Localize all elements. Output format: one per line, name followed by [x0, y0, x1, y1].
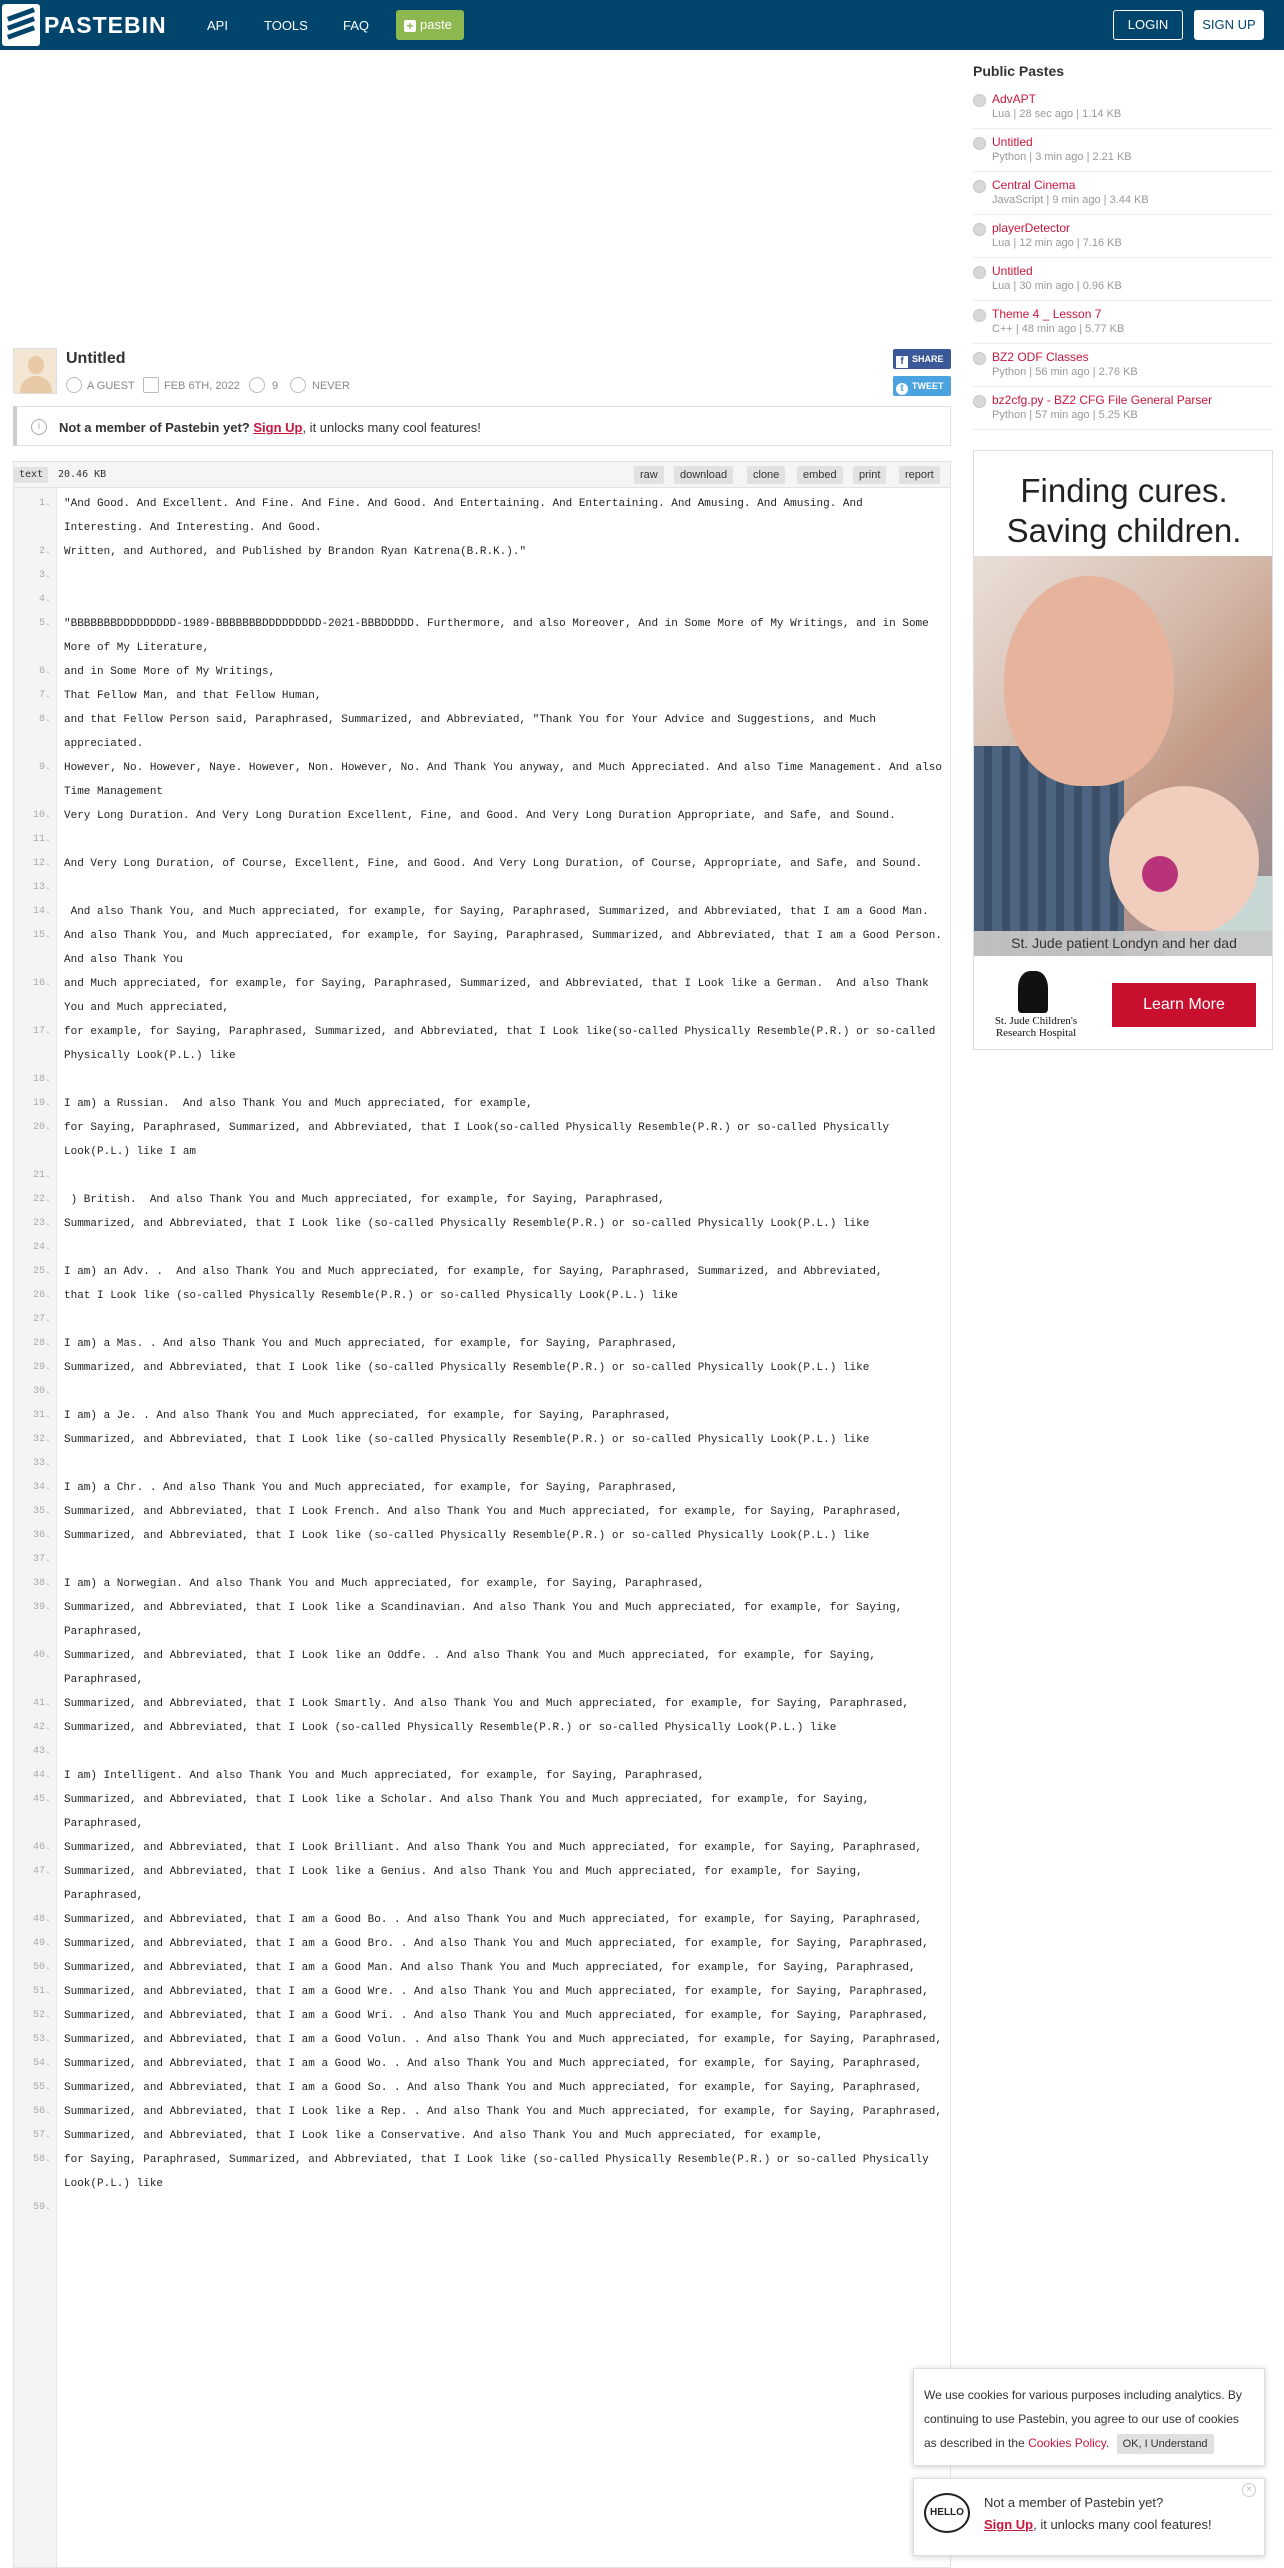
line-number: 35. [32, 1506, 51, 1517]
line-number: 18. [32, 1074, 51, 1085]
line-number: 1. [38, 498, 51, 509]
line-text: "BBBBBBBDDDDDDDDD-1989-BBBBBBBDDDDDDDDD-2021-BBBDDDDD. Furthermore, and also Moreover, And in Some More of My Writings, and in Some More of My Literature, [64, 618, 936, 654]
line-text: and in Some More of My Writings, [64, 666, 276, 678]
code-line [14, 852, 950, 876]
code-line [14, 1212, 950, 1236]
notice-bold: Not a member of Pastebin yet? [59, 420, 250, 435]
line-number: 43. [32, 1746, 51, 1757]
line-text: Summarized, and Abbreviated, that I am a Good Man. And also Thank You and Much appreciated, for example, for Saying, Paraphrased, [64, 1962, 916, 1974]
line-number: 7. [38, 690, 51, 701]
st-jude-logo [986, 971, 1086, 1041]
tweet-label: TWEET [912, 381, 944, 391]
code-line [14, 1380, 950, 1404]
syntax-tag[interactable]: text [14, 467, 48, 483]
code-line [14, 1596, 950, 1644]
line-text: Summarized, and Abbreviated, that I Look like (so-called Physically Resemble(P.R.) or so-called Physically Look(P.L.) like [64, 1362, 870, 1374]
user-icon [66, 377, 82, 393]
code-line [14, 1020, 950, 1068]
code-line [14, 660, 950, 684]
public-paste-link[interactable]: Untitled [992, 135, 1033, 149]
line-text: Summarized, and Abbreviated, that I am a Good Wre. . And also Thank You and Much appreciated, for example, for Saying, Paraphrased, [64, 1986, 929, 1998]
nav-faq[interactable]: FAQ [343, 18, 370, 33]
public-paste-meta: Lua | 28 sec ago | 1.14 KB [992, 108, 1122, 120]
signup-popup [913, 2478, 1265, 2556]
line-number: 56. [32, 2106, 51, 2117]
line-text [57, 1068, 950, 1092]
line-number: 29. [32, 1362, 51, 1373]
learn-more-button[interactable]: Learn More [1112, 983, 1256, 1027]
line-text: Summarized, and Abbreviated, that I Look French. And also Thank You and Much appreciated, for example, for Saying, Paraphrased, [64, 1506, 903, 1518]
line-number: 51. [32, 1986, 51, 1997]
line-text [57, 1548, 950, 1572]
new-paste-label: paste [420, 17, 452, 32]
public-paste-link[interactable]: Theme 4 _ Lesson 7 [992, 307, 1102, 321]
guest-avatar [13, 348, 57, 394]
line-text: Summarized, and Abbreviated, that I am a Good Wri. . And also Thank You and Much appreciated, for example, for Saying, Paraphrased, [64, 2010, 929, 2022]
line-number: 19. [32, 1098, 51, 1109]
notice-signup-link[interactable]: Sign Up [253, 420, 303, 435]
public-paste-meta: JavaScript | 9 min ago | 3.44 KB [992, 194, 1149, 206]
popup-signup-link[interactable]: Sign Up [984, 2517, 1034, 2532]
public-paste-link[interactable]: Untitled [992, 264, 1033, 278]
code-line [14, 564, 950, 588]
line-text: I am) a Chr. . And also Thank You and Much appreciated, for example, for Saying, Paraphrased, [64, 1482, 678, 1494]
line-number: 22. [32, 1194, 51, 1205]
code-line [14, 1308, 950, 1332]
paste-date: FEB 6TH, 2022 [164, 380, 240, 392]
line-text: Summarized, and Abbreviated, that I am a Good Bo. . And also Thank You and Much appreciated, for example, for Saying, Paraphrased, [64, 1914, 923, 1926]
public-paste-link[interactable]: playerDetector [992, 221, 1071, 235]
line-text: Summarized, and Abbreviated, that I Look like (so-called Physically Resemble(P.R.) or so-called Physically Look(P.L.) like [64, 1530, 870, 1542]
line-number: 17. [32, 1026, 51, 1037]
line-number: 57. [32, 2130, 51, 2141]
line-number: 8. [38, 714, 51, 725]
code-line [14, 1188, 950, 1212]
public-pastes-title: Public Pastes [973, 63, 1065, 79]
code-line [14, 2004, 950, 2028]
line-number: 42. [32, 1722, 51, 1733]
line-number: 13. [32, 882, 51, 893]
line-text: for Saying, Paraphrased, Summarized, and Abbreviated, that I Look like (so-called Physically Resemble(P.R.) or so-called Physically Look(P.L.) like [64, 2154, 936, 2190]
line-number: 25. [32, 1266, 51, 1277]
line-number: 41. [32, 1698, 51, 1709]
code-line [14, 2028, 950, 2052]
close-icon[interactable]: × [1242, 2483, 1256, 2497]
line-number: 34. [32, 1482, 51, 1493]
line-text: Summarized, and Abbreviated, that I Look like a Rep. . And also Thank You and Much appreciated, for example, for Saying, Paraphrased, [64, 2106, 942, 2118]
line-number: 2. [38, 546, 51, 557]
print-button[interactable]: print [853, 466, 886, 484]
line-text: And Very Long Duration, of Course, Excellent, Fine, and Good. And Very Long Duration, of Course, Appropriate, and Safe, and Sound. [64, 858, 923, 870]
code-line [14, 756, 950, 804]
line-text: Summarized, and Abbreviated, that I am a Good So. . And also Thank You and Much appreciated, for example, for Saying, Paraphrased, [64, 2082, 923, 2094]
report-button[interactable]: report [899, 466, 940, 484]
paste-globe-icon [973, 137, 986, 150]
line-number: 10. [32, 810, 51, 821]
code-line [14, 1092, 950, 1116]
public-paste-link[interactable]: BZ2 ODF Classes [992, 350, 1089, 364]
line-text: Summarized, and Abbreviated, that I Look like a Genius. And also Thank You and Much appreciated, for example, for Saying, Paraphrased, [64, 1866, 870, 1902]
line-text [57, 1236, 950, 1260]
code-line [14, 1404, 950, 1428]
line-number: 4. [38, 594, 51, 605]
code-line [14, 1980, 950, 2004]
line-number: 32. [32, 1434, 51, 1445]
line-text: And also Thank You, and Much appreciated, for example, for Saying, Paraphrased, Summarized, and Abbreviated, that I am a Good Person. And also Thank You [64, 930, 949, 966]
notice-rest: , it unlocks many cool features! [302, 420, 481, 435]
code-line [14, 900, 950, 924]
line-text [57, 1452, 950, 1476]
code-line [14, 1332, 950, 1356]
line-text: I am) an Adv. . And also Thank You and Much appreciated, for example, for Saying, Paraphrased, Summarized, and Abbreviated, [64, 1266, 883, 1278]
code-line [14, 876, 950, 900]
code-line [14, 612, 950, 660]
line-text [57, 828, 950, 852]
public-paste-item [973, 86, 1273, 129]
line-text [57, 876, 950, 900]
line-text: I am) Intelligent. And also Thank You and Much appreciated, for example, for Saying, Paraphrased, [64, 1770, 705, 1782]
line-text: for example, for Saying, Paraphrased, Summarized, and Abbreviated, that I Look like(so-called Physically Resemble(P.R.) or so-called Physically Look(P.L.) like [64, 1026, 942, 1062]
public-paste-item [973, 301, 1273, 344]
code-toolbar [14, 462, 950, 488]
code-line [14, 1548, 950, 1572]
code-line [14, 1524, 950, 1548]
code-line [14, 1644, 950, 1692]
line-number: 44. [32, 1770, 51, 1781]
code-box [13, 461, 951, 2568]
line-text: Summarized, and Abbreviated, that I am a Good Volun. . And also Thank You and Much appreciated, for example, for Saying, Paraphrased, [64, 2034, 942, 2046]
line-text: and that Fellow Person said, Paraphrased, Summarized, and Abbreviated, "Thank You for Your Advice and Suggestions, and Much appreciated. [64, 714, 883, 750]
paste-size: 20.46 KB [58, 469, 107, 480]
line-text: Summarized, and Abbreviated, that I Look like (so-called Physically Resemble(P.R.) or so-called Physically Look(P.L.) like [64, 1434, 870, 1446]
code-line [14, 1500, 950, 1524]
line-number: 12. [32, 858, 51, 869]
code-line [14, 828, 950, 852]
code-line [14, 1860, 950, 1908]
line-text: I am) a Je. . And also Thank You and Much appreciated, for example, for Saying, Paraphrased, [64, 1410, 672, 1422]
ad-headline-line1: Finding cures. [1020, 472, 1228, 509]
line-text: Summarized, and Abbreviated, that I am a Good Wo. . And also Thank You and Much appreciated, for example, for Saying, Paraphrased, [64, 2058, 923, 2070]
paste-title: Untitled [66, 350, 126, 367]
code-line [14, 2196, 950, 2220]
public-paste-link[interactable]: bz2cfg.py - BZ2 CFG File General Parser [992, 393, 1213, 407]
line-number: 45. [32, 1794, 51, 1805]
public-paste-item [973, 215, 1273, 258]
signup-button[interactable]: SIGN UP [1194, 10, 1264, 40]
line-text: Summarized, and Abbreviated, that I am a Good Bro. . And also Thank You and Much appreciated, for example, for Saying, Paraphrased, [64, 1938, 929, 1950]
top-nav-bar [0, 0, 1284, 50]
code-line [14, 2148, 950, 2196]
line-text: Summarized, and Abbreviated, that I Look like (so-called Physically Resemble(P.R.) or so-called Physically Look(P.L.) like [64, 1218, 870, 1230]
line-text: Summarized, and Abbreviated, that I Look (so-called Physically Resemble(P.R.) or so-called Physically Look(P.L.) like [64, 1722, 837, 1734]
top-ad-space [8, 55, 950, 345]
code-line [14, 1428, 950, 1452]
code-line [14, 1788, 950, 1836]
line-number: 28. [32, 1338, 51, 1349]
line-number: 15. [32, 930, 51, 941]
public-paste-link[interactable]: Central Cinema [992, 178, 1076, 192]
paste-globe-icon [973, 395, 986, 408]
code-line [14, 1068, 950, 1092]
new-paste-button[interactable] [396, 10, 464, 40]
code-line [14, 1836, 950, 1860]
line-text: Written, and Authored, and Published by Brandon Ryan Katrena(B.R.K.)." [64, 546, 527, 558]
line-number: 11. [32, 834, 51, 845]
public-paste-meta: C++ | 48 min ago | 5.77 KB [992, 323, 1125, 335]
ad-photo [974, 556, 1273, 956]
code-line [14, 2076, 950, 2100]
code-lines[interactable] [14, 492, 950, 2220]
expire-icon [290, 377, 306, 393]
line-text: Summarized, and Abbreviated, that I Look like a Scandinavian. And also Thank You and Much appreciated, for example, for Saying, Paraphrased, [64, 1602, 909, 1638]
line-number: 30. [32, 1386, 51, 1397]
public-paste-meta: Python | 57 min ago | 5.25 KB [992, 409, 1138, 421]
line-number: 20. [32, 1122, 51, 1133]
line-number: 53. [32, 2034, 51, 2045]
line-text: I am) a Russian. And also Thank You and Much appreciated, for example, [64, 1098, 533, 1110]
line-number: 39. [32, 1602, 51, 1613]
code-line [14, 1764, 950, 1788]
code-line [14, 1452, 950, 1476]
line-number: 14. [32, 906, 51, 917]
raw-button[interactable]: raw [634, 466, 664, 484]
line-number: 21. [32, 1170, 51, 1181]
line-text: that I Look like (so-called Physically Resemble(P.R.) or so-called Physically Look(P.L.) like [64, 1290, 678, 1302]
public-paste-meta: Python | 56 min ago | 2.76 KB [992, 366, 1138, 378]
line-text: Very Long Duration. And Very Long Duration Excellent, Fine, and Good. And Very Long Duration Appropriate, and Safe, and Sound. [64, 810, 896, 822]
code-line [14, 1164, 950, 1188]
code-line [14, 1932, 950, 1956]
line-number: 54. [32, 2058, 51, 2069]
line-number: 59. [32, 2202, 51, 2213]
line-number: 33. [32, 1458, 51, 1469]
code-line [14, 1692, 950, 1716]
line-text: for Saying, Paraphrased, Summarized, and Abbreviated, that I Look(so-called Physically Resemble(P.R.) or so-called Physically Look(P.L.) like I am [64, 1122, 896, 1158]
line-number: 49. [32, 1938, 51, 1949]
paste-globe-icon [973, 180, 986, 193]
code-line [14, 1260, 950, 1284]
share-label: SHARE [912, 354, 944, 364]
line-text [57, 1740, 950, 1764]
twitter-icon: t [896, 383, 908, 395]
public-paste-meta: Lua | 12 min ago | 7.16 KB [992, 237, 1122, 249]
facebook-icon: f [896, 356, 908, 368]
code-line [14, 1356, 950, 1380]
brand-link[interactable]: PASTEBIN [44, 12, 167, 38]
line-number: 3. [38, 570, 51, 581]
login-button[interactable]: LOGIN [1113, 10, 1183, 40]
line-number: 55. [32, 2082, 51, 2093]
code-line [14, 1716, 950, 1740]
code-line [14, 588, 950, 612]
line-text: Summarized, and Abbreviated, that I Look Brilliant. And also Thank You and Much appreciated, for example, for Saying, Paraphrased, [64, 1842, 923, 1854]
line-number: 58. [32, 2154, 51, 2165]
code-line [14, 1284, 950, 1308]
paste-expiry: NEVER [312, 380, 350, 392]
code-line [14, 708, 950, 756]
line-text [57, 1380, 950, 1404]
public-paste-link[interactable]: AdvAPT [992, 92, 1037, 106]
public-paste-item [973, 258, 1273, 301]
code-line [14, 540, 950, 564]
code-line [14, 2124, 950, 2148]
ad-headline-line2: Saving children. [1006, 512, 1242, 549]
paste-globe-icon [973, 352, 986, 365]
twitter-share-button[interactable] [893, 376, 951, 396]
code-line [14, 804, 950, 828]
code-line [14, 1956, 950, 1980]
line-text [57, 2196, 950, 2220]
pastebin-logo-icon[interactable] [2, 4, 40, 46]
public-pastes-list [973, 86, 1273, 430]
code-line [14, 972, 950, 1020]
code-line [14, 492, 950, 540]
clone-button[interactable]: clone [747, 466, 785, 484]
line-text: Summarized, and Abbreviated, that I Look like a Conservative. And also Thank You and Much appreciated, for example, [64, 2130, 824, 2142]
plus-icon: + [404, 20, 416, 32]
line-text: Summarized, and Abbreviated, that I Look like an Oddfe. . And also Thank You and Much appreciated, for example, for Saying, Paraphrased, [64, 1650, 883, 1686]
code-line [14, 1908, 950, 1932]
calendar-icon [143, 377, 159, 393]
paste-globe-icon [973, 94, 986, 107]
code-line [14, 2100, 950, 2124]
hello-icon: HELLO [924, 2493, 970, 2533]
code-line [14, 1476, 950, 1500]
cookie-text: We use cookies for various purposes including analytics. By continuing to use Pastebin, you agree to our use of cookies as described in the [924, 2388, 1242, 2450]
line-number: 6. [38, 666, 51, 677]
sidebar-ad[interactable] [973, 450, 1273, 1050]
line-text [57, 564, 950, 588]
nav-tools[interactable]: TOOLS [264, 18, 308, 33]
paste-author[interactable]: A GUEST [87, 380, 135, 392]
ad-headline [974, 471, 1273, 551]
line-text: Summarized, and Abbreviated, that I Look Smartly. And also Thank You and Much appreciated, for example, for Saying, Paraphrased, [64, 1698, 909, 1710]
line-text: And also Thank You, and Much appreciated, for example, for Saying, Paraphrased, Summarized, and Abbreviated, that I am a Good Man. [64, 906, 929, 918]
public-paste-item [973, 344, 1273, 387]
code-line [14, 684, 950, 708]
code-line [14, 1116, 950, 1164]
line-number: 24. [32, 1242, 51, 1253]
child-figure-icon [1018, 971, 1048, 1013]
code-line [14, 1740, 950, 1764]
line-number: 47. [32, 1866, 51, 1877]
line-text: Summarized, and Abbreviated, that I Look like a Scholar. And also Thank You and Much appreciated, for example, for Saying, Paraphrased, [64, 1794, 876, 1830]
line-number: 27. [32, 1314, 51, 1325]
cookies-policy-link[interactable]: Cookies Policy [1028, 2436, 1106, 2450]
facebook-share-button[interactable] [893, 349, 951, 369]
line-text: That Fellow Man, and that Fellow Human, [64, 690, 322, 702]
public-paste-meta: Lua | 30 min ago | 0.96 KB [992, 280, 1122, 292]
code-line [14, 1572, 950, 1596]
paste-globe-icon [973, 309, 986, 322]
line-number: 50. [32, 1962, 51, 1973]
info-icon: i [31, 419, 47, 435]
ad-logo-text: St. Jude Children's Research Hospital [994, 1015, 1078, 1039]
code-line [14, 2052, 950, 2076]
line-number: 16. [32, 978, 51, 989]
line-text [57, 588, 950, 612]
nav-api[interactable]: API [207, 18, 228, 33]
public-paste-meta: Python | 3 min ago | 2.21 KB [992, 151, 1132, 163]
paste-globe-icon [973, 266, 986, 279]
line-number: 36. [32, 1530, 51, 1541]
line-number: 31. [32, 1410, 51, 1421]
public-paste-item [973, 172, 1273, 215]
line-text [57, 1164, 950, 1188]
line-number: 48. [32, 1914, 51, 1925]
code-line [14, 1236, 950, 1260]
line-text: "And Good. And Excellent. And Fine. And Fine. And Good. And Entertaining. And Entertaining. And Amusing. And Amusing. And Interesting. And Interesting. And Good. [64, 498, 870, 534]
line-number: 37. [32, 1554, 51, 1565]
line-number: 9. [38, 762, 51, 773]
line-text: I am) a Norwegian. And also Thank You and Much appreciated, for example, for Saying, Paraphrased, [64, 1578, 705, 1590]
line-text [57, 1308, 950, 1332]
eye-icon [249, 377, 265, 393]
public-paste-item [973, 129, 1273, 172]
popup-line2-rest: , it unlocks many cool features! [1033, 2517, 1212, 2532]
public-paste-item [973, 387, 1273, 430]
line-text: However, No. However, Naye. However, Non. However, No. And Thank You anyway, and Much Appreciated. And also Time Management. And also Time Management [64, 762, 949, 798]
paste-views: 9 [272, 380, 279, 392]
line-number: 5. [38, 618, 51, 629]
paste-globe-icon [973, 223, 986, 236]
embed-button[interactable]: embed [797, 466, 843, 484]
code-line [14, 924, 950, 972]
line-number: 26. [32, 1290, 51, 1301]
line-number: 46. [32, 1842, 51, 1853]
line-number: 40. [32, 1650, 51, 1661]
line-text: ) British. And also Thank You and Much appreciated, for example, for Saying, Paraphrased, [64, 1194, 665, 1206]
ad-caption: St. Jude patient Londyn and her dad [974, 931, 1273, 956]
cookie-notice: We use cookies for various purposes including analytics. By continuing to use Pastebin, you agree to our use of cookies as described in the Cookies Policy. OK, I Understand [913, 2368, 1265, 2466]
line-number: 23. [32, 1218, 51, 1229]
cookie-ok-button[interactable]: OK, I Understand [1117, 2434, 1214, 2454]
line-number: 52. [32, 2010, 51, 2021]
line-text: and Much appreciated, for example, for Saying, Paraphrased, Summarized, and Abbreviated, that I Look like a German. And also Thank You and Much appreciated, [64, 978, 936, 1014]
line-text: I am) a Mas. . And also Thank You and Much appreciated, for example, for Saying, Paraphrased, [64, 1338, 678, 1350]
member-notice [13, 406, 951, 446]
download-button[interactable]: download [674, 466, 733, 484]
popup-line1: Not a member of Pastebin yet? [984, 2495, 1164, 2510]
line-number: 38. [32, 1578, 51, 1589]
